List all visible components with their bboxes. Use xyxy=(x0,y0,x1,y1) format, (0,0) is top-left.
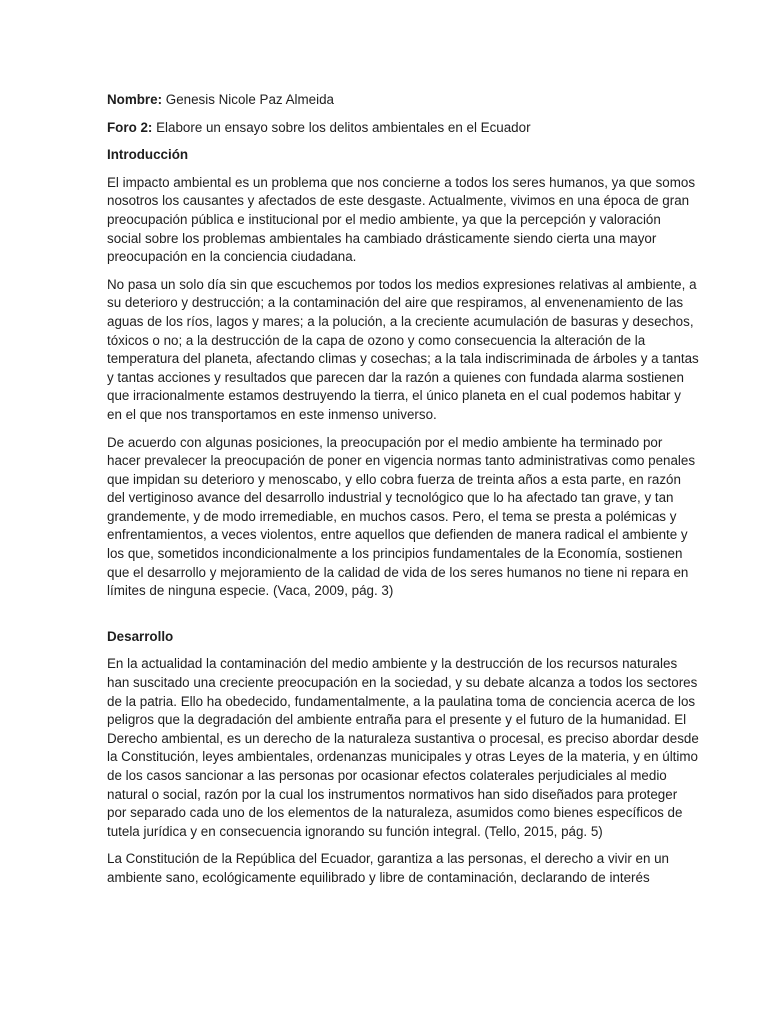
document-content xyxy=(107,91,699,888)
text-line: temperatura del planeta, afectando climas y cosechas; a la tala indiscriminada de árboles y a tantas xyxy=(107,351,699,367)
text-line: y tantas acciones y resultados que parecen dar la razón a quienes con fundada alarma sostienen xyxy=(107,369,684,385)
dev-paragraph-2 xyxy=(107,850,670,887)
text-line: que impidan su deterioro y menoscabo, y ello cobra fuerza de treinta años a esta parte, en razón xyxy=(107,471,681,487)
dev-paragraph-1 xyxy=(107,655,699,841)
text-line: que el desarrollo y mejoramiento de la calidad de vida de los seres humanos no tiene ni repara en xyxy=(107,564,689,580)
section-heading-development: Desarrollo xyxy=(107,628,174,644)
forum-label: Foro 2: xyxy=(107,119,153,135)
text-line: preocupación pública e institucional por el medio ambiente, ya que la percepción y valoración xyxy=(107,211,661,227)
text-line: hacer prevalecer la preocupación de poner en vigencia normas tanto administrativas como penales xyxy=(107,453,696,469)
section-heading-introduction: Introducción xyxy=(107,147,189,163)
text-line: enfrentamientos, a veces violentos, entre aquellos que defienden de manera radical el ambiente y xyxy=(107,527,688,543)
text-line: los que, sometidos incondicionalmente a los principios fundamentales de la Economía, sostienen xyxy=(107,546,683,562)
text-line: de la patria. Ello ha obedecido, fundamentalmente, a la paulatina toma de conciencia acerca de los xyxy=(107,693,696,709)
intro-paragraph-1 xyxy=(107,174,696,267)
introduction-body xyxy=(107,174,699,601)
text-line: natural o social, razón por la cual los instrumentos normativos han sido diseñados para proteger xyxy=(107,786,678,802)
name-value: Genesis Nicole Paz Almeida xyxy=(162,92,334,107)
text-line: han suscitado una creciente preocupación en la sociedad, y su debate alcanza a todos los sectores xyxy=(107,675,698,691)
text-line: Derecho ambiental, es un derecho de la naturaleza sustantiva o procesal, es preciso abordar desde xyxy=(107,730,699,746)
text-line: No pasa un solo día sin que escuchemos por todos los medios expresiones relativas al ambiente, a xyxy=(107,276,697,292)
student-name-line xyxy=(107,91,667,110)
text-line: tóxicos o no; a la destrucción de la capa de ozono y como consecuencia la alteración de la xyxy=(107,332,646,348)
text-line: aguas de los ríos, lagos y mares; a la polución, a la creciente acumulación de basuras y desechos, xyxy=(107,313,694,329)
text-line: El impacto ambiental es un problema que nos concierne a todos los seres humanos, ya que somos xyxy=(107,174,696,190)
text-line: peligros que la degradación del ambiente entraña para el presente y el futuro de la humanidad. El xyxy=(107,712,687,728)
text-line: que irracionalmente estamos destruyendo la tierra, el único planeta en el cual podemos habitar y xyxy=(107,388,681,404)
text-line: de los casos sancionar a las personas por ocasionar efectos colaterales perjudiciales al medio xyxy=(107,768,667,783)
text-line: La Constitución de la República del Ecuador, garantiza a las personas, el derecho a vivir en un xyxy=(107,851,670,867)
text-line: por separado cada uno de los elementos de la naturaleza, asumidos como bienes específicos de xyxy=(107,805,683,821)
text-line: su deterioro y destrucción; a la contaminación del aire que respiramos, al envenenamiento de las xyxy=(107,295,684,311)
text-line: tutela jurídica y en consecuencia ignorando su función integral. (Tello, 2015, pág. 5) xyxy=(107,823,603,839)
forum-line xyxy=(107,119,667,138)
text-line: social sobre los problemas ambientales ha cambiado drásticamente siendo cierta una mayor xyxy=(107,230,657,246)
text-line: En la actualidad la contaminación del medio ambiente y la destrucción de los recursos naturales xyxy=(107,656,678,672)
name-label: Nombre: xyxy=(107,92,163,107)
text-line: ambiente sano, ecológicamente equilibrado y libre de contaminación, declarando de interés xyxy=(107,869,650,885)
text-line: preocupación en la conciencia ciudadana. xyxy=(107,249,357,265)
text-line: nosotros los causantes y afectados de este desgaste. Actualmente, vivimos en una época de gran xyxy=(107,193,690,209)
text-line: grandemente, y de modo irremediable, en muchos casos. Pero, el tema se presta a polémicas y xyxy=(107,508,677,524)
text-line: en el que nos transportamos en este inmenso universo. xyxy=(107,406,437,422)
development-body xyxy=(107,655,699,887)
text-line: límites de ninguna especie. (Vaca, 2009, pág. 3) xyxy=(107,583,394,599)
intro-paragraph-3 xyxy=(107,434,696,601)
text-line: la Constitución, leyes ambientales, ordenanzas municipales y otras Leyes de la materia, y en último xyxy=(107,749,698,765)
text-line: del vertiginoso avance del desarrollo industrial y tecnológico que lo ha afectado tan grave, y tan xyxy=(107,490,674,506)
forum-value: Elabore un ensayo sobre los delitos ambientales en el Ecuador xyxy=(152,119,531,135)
text-line: De acuerdo con algunas posiciones, la preocupación por el medio ambiente ha terminado por xyxy=(107,434,663,450)
intro-paragraph-2 xyxy=(107,276,699,425)
